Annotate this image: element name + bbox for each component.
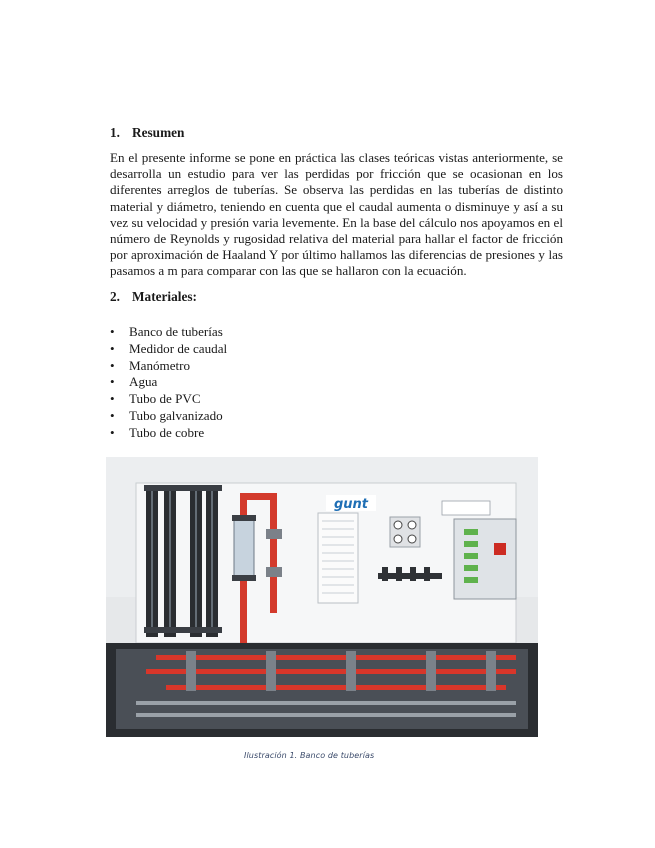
section-number: 2. [110, 289, 120, 304]
section-heading-materiales [110, 289, 197, 305]
materials-list [110, 324, 227, 442]
list-item: • Manómetro [110, 358, 227, 375]
figure-caption: Ilustración 1. Banco de tuberías [244, 751, 375, 760]
resumen-paragraph: En el presente informe se pone en práctica las clases teóricas vistas anteriormente, se desarrolla un estudio para ver las perdidas por fricción que se ocasionan en los diferentes arreglos de tuberías. Se observa las perdidas en las tuberías de distinto material y diámetro, teniendo en cuenta que el caudal aumenta o disminuye y así a su vez su velocidad y presión varia levemente. En la base del cálculo nos apoyamos en el número de Reynolds y rugosidad relativa del material para hallar el factor de fricción por aproximación de Haaland Y por último hallamos las diferencias de presiones y las pasamos a m para comparar con las que se hallaron con la ecuación. [110, 150, 563, 279]
list-item: • Tubo de cobre [110, 425, 227, 442]
section-heading-resumen [110, 125, 184, 141]
list-item: • Agua [110, 374, 227, 391]
list-item: • Tubo de PVC [110, 391, 227, 408]
section-title: Resumen [132, 125, 185, 140]
gunt-logo: gunt [333, 497, 369, 512]
list-item: • Medidor de caudal [110, 341, 227, 358]
list-item: • Tubo galvanizado [110, 408, 227, 425]
list-item: • Banco de tuberías [110, 324, 227, 341]
section-number: 1. [110, 125, 120, 140]
pipe-bench-photo [106, 457, 538, 737]
section-title: Materiales: [132, 289, 197, 304]
